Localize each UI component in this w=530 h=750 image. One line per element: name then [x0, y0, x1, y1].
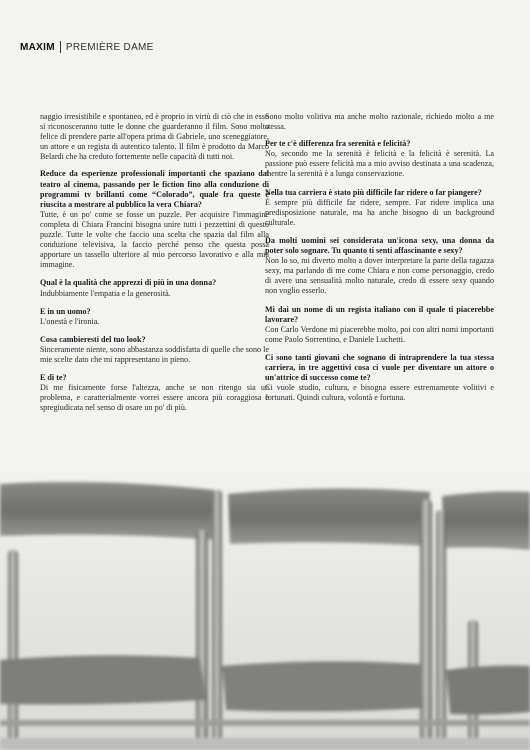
- chairs-illustration: [0, 470, 530, 750]
- interview-answer: Con Carlo Verdone mi piacerebbe molto, poi con altri nomi importanti come Paolo Sorrentino, e Daniele Luchetti.: [265, 324, 494, 344]
- interview-question: Mi dai un nome di un regista italiano con il quale ti piacerebbe lavorare?: [265, 304, 494, 324]
- interview-answer: Di me fisicamente forse l'altezza, anche se non ritengo sia un problema, e caratterialmente vorrei essere ancora più coraggiosa e spregiudicata nel senso di osare un po' di più.: [40, 383, 269, 413]
- interview-answer: È sempre più difficile far ridere, sempre. Far ridere implica una predisposizione naturale, ma ha anche bisogno di un background culturale.: [265, 197, 494, 227]
- interview-question: E di te?: [40, 373, 67, 383]
- interview-answer: naggio irresistibile e spontaneo, ed è proprio in virtù di ciò che in esso si riconosceranno tutte le donne che guarderanno il film. Sono molto felice di prendere parte all'opera prima di Gabriele, uno sceneggiatore, un attore e un regista di autentico talento. Il film è prodotto da Marco Belardi che ha creduto fortemente nelle capacità di tutti noi.: [40, 112, 269, 162]
- chairs-photo: [0, 470, 530, 750]
- interview-answer: Ci vuole studio, cultura, e bisogna essere estremamente volitivi e fortunati. Quindi cultura, volontà e fortuna.: [265, 383, 494, 403]
- interview-question: Cosa cambieresti del tuo look?: [40, 334, 146, 344]
- interview-question: Da molti uomini sei considerata un'icona sexy, una donna da poter solo sognare. Tu quanto ti senti affascinante e sexy?: [265, 235, 494, 256]
- section-title: PREMIÈRE DAME: [65, 41, 154, 53]
- interview-question: Reduce da esperienze professionali importanti che spaziano dal teatro al cinema, passando per le fiction fino alla conduzione di programmi tv brillanti come “Colorado”, quale fra queste è riuscita a mostrare al pubblico la vera Chiara?: [40, 169, 269, 209]
- interview-question: E in un uomo?: [40, 306, 91, 316]
- article-column-left: [40, 112, 269, 421]
- interview-answer: L'onestà e l'ironia.: [40, 316, 100, 326]
- interview-answer: Non lo so, mi diverto molto a dover interpretare la parte della ragazza sexy, ma parlando di me come Chiara e non come personaggio, credo di avere una sensualità molto naturale, credo di essere sexy quando non voglio esserlo.: [265, 256, 494, 296]
- article-column-right: [265, 112, 494, 411]
- interview-question: Per te c'è differenza fra serenità e felicità?: [265, 139, 411, 149]
- interview-answer: Indubbiamente l'empatia e la generosità.: [40, 288, 171, 298]
- interview-question: Ci sono tanti giovani che sognano di intraprendere la tua stessa carriera, in tre aggettivi cosa ci vuole per diventare un attore o un'attrice di successo come te?: [265, 352, 494, 383]
- interview-answer: Tutte, è un po' come se fosse un puzzle. Per acquisire l'immagine completa di Chiara Francini bisogna unire tutti i pezzettini di questo puzzle. Tutte le volte che faccio una scelta che spazia dal film alla conduzione televisiva, la faccio perché penso che questa possa apportare un tassello ulteriore al mio percorso lavorativo e alla mia immagine.: [40, 209, 269, 270]
- interview-question: Qual è la qualità che apprezzi di più in una donna?: [40, 278, 217, 288]
- interview-answer: No, secondo me la serenità è felicità e la felicità è serenità. La passione può essere felicità ma a mio avviso destinata a una scadenza, mentre la serenità è a lunga conservazione.: [265, 149, 494, 179]
- header-divider: [60, 41, 61, 53]
- magazine-brand: MAXIM: [20, 41, 55, 53]
- interview-answer: Sono molto volitiva ma anche molto razionale, richiedo molto a me stessa.: [265, 112, 494, 132]
- interview-question: Nella tua carriera è stato più difficile far ridere o far piangere?: [265, 187, 482, 197]
- interview-answer: Sinceramente niente, sono abbastanza soddisfatta di quelle che sono le mie scelte dato che mi rappresentano in pieno.: [40, 344, 269, 364]
- magazine-header: [20, 40, 154, 54]
